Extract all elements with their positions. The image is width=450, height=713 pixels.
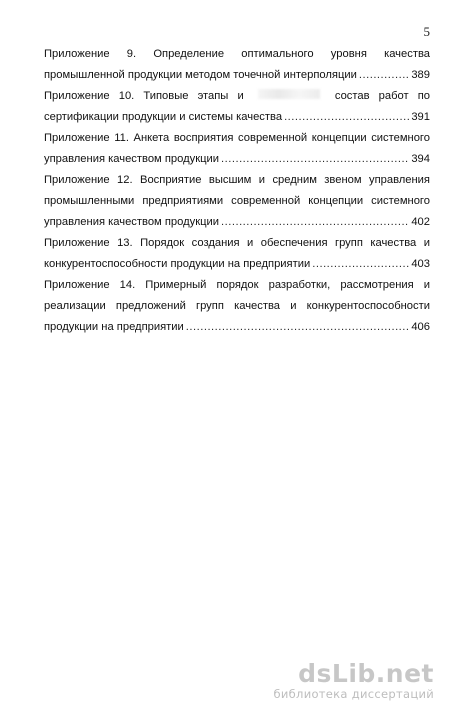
watermark <box>273 661 434 701</box>
watermark-subtitle: библиотека диссертаций <box>273 687 434 701</box>
dot-leader <box>221 149 409 170</box>
toc-entry-appendix-9[interactable] <box>44 44 430 86</box>
toc-entry-appendix-12[interactable] <box>44 170 430 233</box>
table-of-contents <box>44 44 430 338</box>
toc-entry-text: состав работ по <box>334 90 430 102</box>
toc-entry-appendix-13[interactable] <box>44 233 430 275</box>
toc-page-number: 394 <box>411 153 430 165</box>
toc-entry-text: продукции на предприятии <box>44 321 184 333</box>
toc-entry-text: Приложение 10. Типовые этапы и <box>44 90 244 102</box>
toc-entry-text: реализации предложений групп качества и конкурентоспособности <box>44 300 430 312</box>
toc-entry-text: конкурентоспособности продукции на предприятии <box>44 258 311 270</box>
dot-leader <box>312 254 409 275</box>
obscured-text <box>258 89 320 99</box>
toc-page-number: 389 <box>411 69 430 81</box>
watermark-logo: dsLib.net <box>298 659 434 688</box>
page-number: 5 <box>423 24 430 39</box>
toc-page-number: 403 <box>411 258 430 270</box>
toc-entry-appendix-11[interactable] <box>44 128 430 170</box>
toc-entry-text: Приложение 9. Определение оптимального уровня качества <box>44 48 430 60</box>
toc-entry-text: управления качеством продукции <box>44 216 220 228</box>
dot-leader <box>186 317 410 338</box>
toc-page-number: 402 <box>411 216 430 228</box>
dot-leader <box>284 107 409 128</box>
toc-entry-text: сертификации продукции и системы качества <box>44 111 283 123</box>
toc-page-number: 406 <box>411 321 430 333</box>
toc-entry-text: Приложение 13. Порядок создания и обеспечения групп качества и <box>44 237 430 249</box>
toc-entry-text: Приложение 12. Восприятие высшим и средним звеном управления <box>44 174 430 186</box>
toc-entry-text: Приложение 11. Анкета восприятия современной концепции системного <box>44 132 430 144</box>
toc-page-number: 391 <box>411 111 430 123</box>
toc-entry-text: промышленной продукции методом точечной интерполяции <box>44 69 357 81</box>
toc-entry-text: Приложение 14. Примерный порядок разработки, рассмотрения и <box>44 279 430 291</box>
toc-entry-text: промышленными предприятиями современной концепции системного <box>44 195 430 207</box>
dot-leader <box>221 212 409 233</box>
toc-entry-appendix-10[interactable] <box>44 86 430 128</box>
toc-entry-text: управления качеством продукции <box>44 153 220 165</box>
dot-leader <box>359 65 409 86</box>
toc-entry-appendix-14[interactable] <box>44 275 430 338</box>
